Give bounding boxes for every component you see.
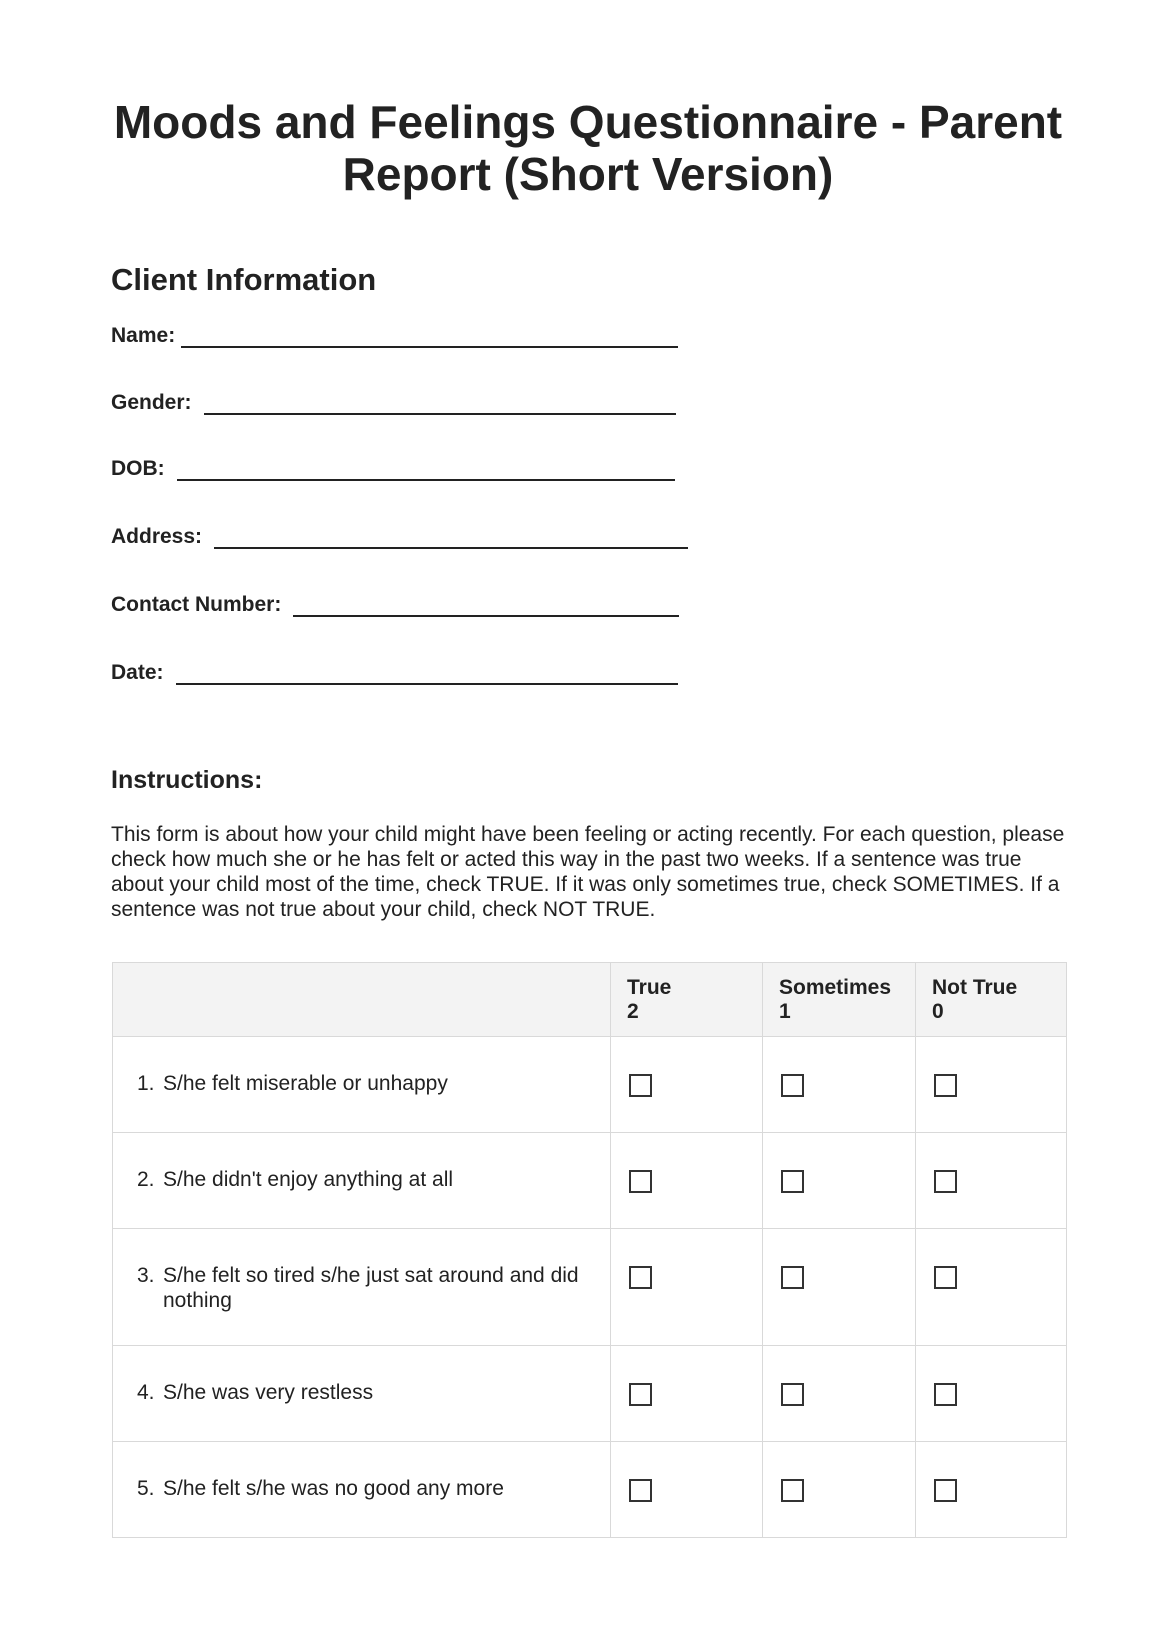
not-true-checkbox[interactable] bbox=[934, 1170, 957, 1193]
address-field bbox=[111, 525, 688, 549]
true-checkbox[interactable] bbox=[629, 1266, 652, 1289]
question-cell bbox=[113, 1133, 611, 1229]
name-label: Name: bbox=[111, 324, 176, 347]
sometimes-column-header bbox=[763, 963, 916, 1037]
true-cell bbox=[611, 1442, 763, 1538]
sometimes-cell bbox=[763, 1037, 916, 1133]
table-row bbox=[113, 1346, 1067, 1442]
true-cell bbox=[611, 1229, 763, 1346]
gender-label: Gender: bbox=[111, 391, 192, 414]
true-column-header bbox=[611, 963, 763, 1037]
question-number: 3. bbox=[137, 1264, 155, 1287]
sometimes-checkbox[interactable] bbox=[781, 1266, 804, 1289]
sometimes-checkbox[interactable] bbox=[781, 1383, 804, 1406]
date-label: Date: bbox=[111, 661, 164, 684]
question-text: S/he felt so tired s/he just sat around and did nothing bbox=[163, 1264, 579, 1312]
column-score: 0 bbox=[932, 1000, 944, 1023]
question-text: S/he felt s/he was no good any more bbox=[163, 1477, 504, 1500]
instructions-heading: Instructions: bbox=[111, 766, 263, 794]
not-true-checkbox[interactable] bbox=[934, 1383, 957, 1406]
true-checkbox[interactable] bbox=[629, 1479, 652, 1502]
gender-input-line[interactable] bbox=[204, 391, 676, 415]
sometimes-checkbox[interactable] bbox=[781, 1074, 804, 1097]
not-true-checkbox[interactable] bbox=[934, 1074, 957, 1097]
not-true-cell bbox=[916, 1133, 1067, 1229]
table-row bbox=[113, 1133, 1067, 1229]
question-column-header bbox=[113, 963, 611, 1037]
table-row bbox=[113, 1037, 1067, 1133]
question-text: S/he didn't enjoy anything at all bbox=[163, 1168, 454, 1191]
sometimes-cell bbox=[763, 1442, 916, 1538]
name-field bbox=[111, 324, 678, 348]
true-checkbox[interactable] bbox=[629, 1170, 652, 1193]
sometimes-checkbox[interactable] bbox=[781, 1479, 804, 1502]
question-text: S/he felt miserable or unhappy bbox=[163, 1072, 448, 1095]
column-score: 1 bbox=[779, 1000, 791, 1023]
date-input-line[interactable] bbox=[176, 661, 678, 685]
not-true-checkbox[interactable] bbox=[934, 1479, 957, 1502]
column-score: 2 bbox=[627, 1000, 639, 1023]
date-field bbox=[111, 661, 678, 685]
sometimes-cell bbox=[763, 1346, 916, 1442]
question-number: 1. bbox=[137, 1072, 155, 1095]
contact-number-field bbox=[111, 593, 679, 617]
address-label: Address: bbox=[111, 525, 203, 548]
sometimes-checkbox[interactable] bbox=[781, 1170, 804, 1193]
question-number: 2. bbox=[137, 1168, 155, 1191]
not-true-cell bbox=[916, 1442, 1067, 1538]
question-text: S/he was very restless bbox=[163, 1381, 374, 1404]
question-cell bbox=[113, 1037, 611, 1133]
dob-label: DOB: bbox=[111, 457, 165, 480]
question-number: 4. bbox=[137, 1381, 155, 1404]
column-label: True bbox=[627, 976, 672, 999]
not-true-column-header bbox=[916, 963, 1067, 1037]
question-cell bbox=[113, 1346, 611, 1442]
true-checkbox[interactable] bbox=[629, 1074, 652, 1097]
gender-field bbox=[111, 391, 676, 415]
true-cell bbox=[611, 1133, 763, 1229]
true-checkbox[interactable] bbox=[629, 1383, 652, 1406]
not-true-checkbox[interactable] bbox=[934, 1266, 957, 1289]
not-true-cell bbox=[916, 1346, 1067, 1442]
instructions-text: This form is about how your child might have been feeling or acting recently. For each question, please check how much she or he has felt or acted this way in the past two weeks. If a sentence was true about your child most of the time, check TRUE. If it was only sometimes true, check SOMETIMES. If a sentence was not true about your child, check NOT TRUE. bbox=[111, 823, 1065, 921]
address-input-line[interactable] bbox=[214, 525, 688, 549]
not-true-cell bbox=[916, 1229, 1067, 1346]
client-information-heading: Client Information bbox=[111, 262, 377, 297]
table-row bbox=[113, 1229, 1067, 1346]
contact-number-input-line[interactable] bbox=[293, 593, 679, 617]
question-cell bbox=[113, 1442, 611, 1538]
table-row bbox=[113, 1442, 1067, 1538]
dob-input-line[interactable] bbox=[177, 457, 675, 481]
name-input-line[interactable] bbox=[181, 324, 678, 348]
sometimes-cell bbox=[763, 1229, 916, 1346]
true-cell bbox=[611, 1037, 763, 1133]
page-title: Moods and Feelings Questionnaire - Parent Report (Short Version) bbox=[113, 96, 1063, 200]
dob-field bbox=[111, 457, 675, 481]
column-label: Not True bbox=[932, 976, 1018, 999]
table-header-row bbox=[113, 963, 1067, 1037]
question-number: 5. bbox=[137, 1477, 155, 1500]
column-label: Sometimes bbox=[779, 976, 892, 999]
questionnaire-table bbox=[112, 962, 1067, 1538]
contact-number-label: Contact Number: bbox=[111, 593, 282, 616]
true-cell bbox=[611, 1346, 763, 1442]
sometimes-cell bbox=[763, 1133, 916, 1229]
question-cell bbox=[113, 1229, 611, 1346]
not-true-cell bbox=[916, 1037, 1067, 1133]
